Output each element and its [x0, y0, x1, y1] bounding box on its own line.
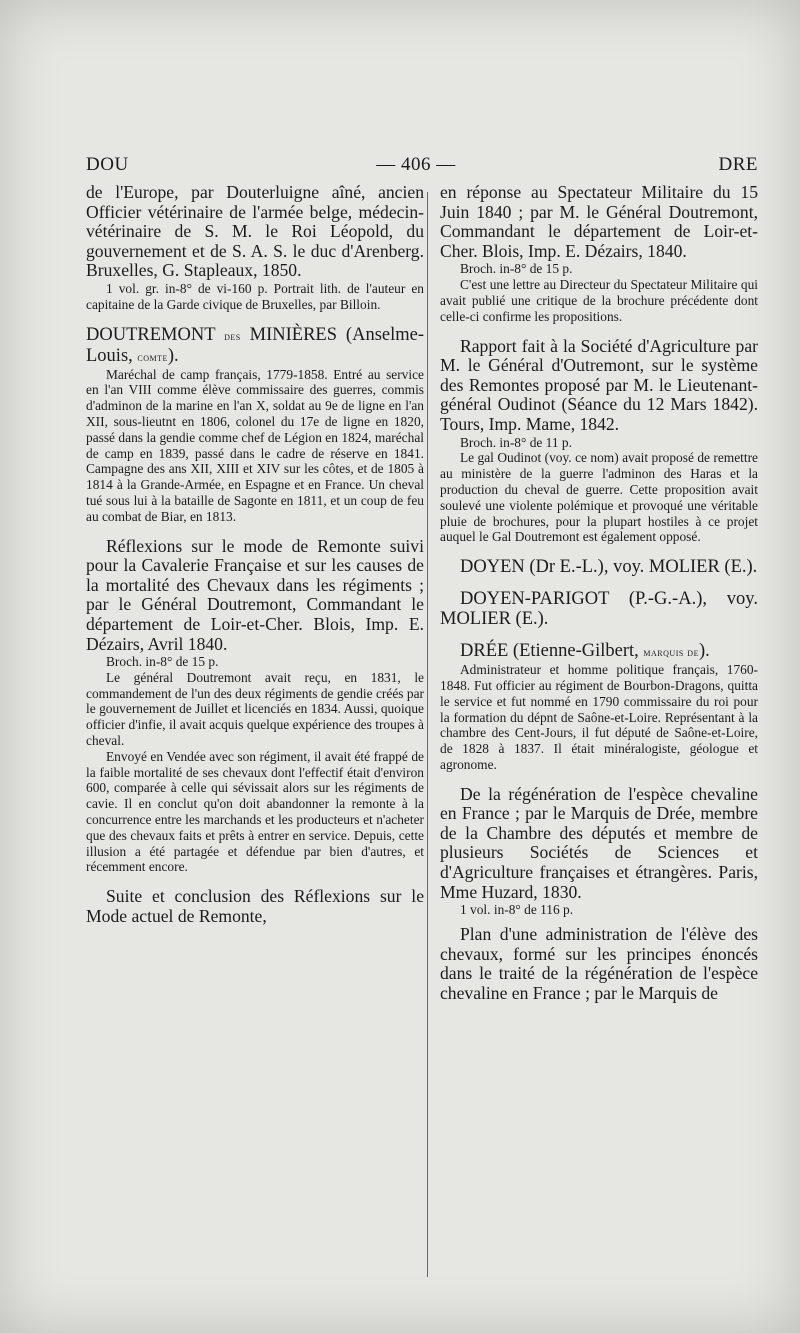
entry-dree-bio: Administrateur et homme politique français, 1760-1848. Fut officier au régiment de Bourbon-Dragons, quitta le service et fut nommé en 1790 commissaire du roi pour la formation du dépnt de Saône-et-Loire. Représentant à la chambre des Cent-Jours, il fut député de Saône-et-Loire, de 1828 à 1837. Il était minéralogiste, géologue et agronome.	[440, 662, 758, 772]
entry-reflexions-para1: Le général Doutremont avait reçu, en 1831, le commandement de l'un des deux régiments de gendie créés par le gouvernement de Juillet et licenciés en 1834. Aussi, quoique officier d'infie, il avait acquis quelque expérience des troupes à cheval.	[86, 669, 424, 749]
doutremont-name: DOUTREMONT	[86, 324, 216, 345]
header-left: DOU	[86, 154, 129, 175]
entry-reflexions-para2: Envoyé en Vendée avec son régiment, il avait été frappé de la faible mortalité de ses chevaux dont l'effectif était d'environ 600, comparée à celle qui sévissait alors sur les régiments de cavie. Il en conclut qu'on doit abandonner la remonte à la concurrence entre les marchands et les producteurs et n'acheter que des chevaux faits et prêts à entrer en service. Depuis, cette illusion a été partagée et défendue par bien d'autres, et récemment encore.	[86, 748, 424, 875]
entry-douterluigne-title: de l'Europe, par Douterluigne aîné, ancien Officier vétérinaire de l'armée belge, médecin-vétérinaire de S. M. le Roi Léopold, du gouvernement et de S. A. S. le duc d'Arenberg. Bruxelles, G. Stapleaux, 1850.	[86, 182, 424, 281]
entry-suite-broch: Broch. in-8° de 15 p.	[460, 261, 573, 277]
entry-doyen: DOYEN (Dr E.-L.), voy. MOLIER (E.).	[460, 557, 758, 578]
entry-regeneration-title: De la régénération de l'espèce chevaline en France ; par le Marquis de Drée, membre de la Chambre des députés et membre de plusieurs Sociétés de Sciences et d'Agriculture françaises et étrangères. Paris, Mme Huzard, 1830.	[440, 783, 758, 902]
entry-dree-heading	[440, 641, 758, 662]
entry-reflexions-title: Réflexions sur le mode de Remonte suivi pour la Cavalerie Française et sur les causes de la mortalité des Chevaux dans les régiments ; par le Général Doutremont, Commandant le département de Loir-et-Cher. Blois, Imp. E. Dézairs, Avril 1840.	[86, 535, 424, 654]
entry-rapport-title: Rapport fait à la Société d'Agriculture par M. le Général d'Outremont, sur le système des Remontes proposé par M. le Lieutenant-général Oudinot (Séance du 12 Mars 1842). Tours, Imp. Mame, 1842.	[440, 335, 758, 434]
entry-doutremont-heading	[86, 325, 424, 367]
entry-rapport-broch: Broch. in-8° de 11 p.	[460, 434, 572, 450]
header-right: DRE	[718, 154, 758, 175]
entry-plan-title: Plan d'une administration de l'élève des chevaux, formé sur les principes énoncés dans le traité de la régénération de l'espèce chevaline en France ; par le Marquis de	[440, 924, 758, 1003]
entry-regeneration-note: 1 vol. in-8° de 116 p.	[460, 902, 574, 918]
right-column	[440, 183, 758, 1003]
doutremont-rest: MINIÈRES (Anselme-Louis,	[86, 324, 425, 366]
entry-suite-note: C'est une lettre au Directeur du Spectateur Militaire qui avait publié une critique de la brochure précédente dont celle-ci confirme les propositions.	[440, 277, 758, 324]
dree-title-word: marquis de	[643, 645, 699, 660]
column-divider	[427, 192, 428, 1277]
entry-suite-title: Suite et conclusion des Réflexions sur le Mode actuel de Remonte,	[86, 886, 424, 926]
doutremont-close: ).	[167, 345, 179, 366]
entry-doyen-parigot: DOYEN-PARIGOT (P.-G.-A.), voy. MOLIER (E.).	[440, 589, 758, 630]
dree-close: ).	[698, 641, 710, 662]
doutremont-particle: des	[224, 328, 241, 343]
doutremont-title-word: comte	[137, 349, 168, 364]
entry-doutremont-bio: Maréchal de camp français, 1779-1858. Entré au service en l'an VIII comme élève commissaire des guerres, commis d'adminon de la marine en l'an X, soldat au 9e de ligne en l'an XII, sous-lieutnt en 1806, colonel du 17e de ligne en 1820, passé dans la gendie comme chef de Légion en 1824, maréchal de camp en 1839, passé dans le cadre de réserve en 1841. Campagne des ans XII, XIII et XIV sur les côtes, et de 1805 à 1814 à la Grande-Armée, en Espagne et en France. Un cheval tué sous lui à la bataille de Sagonte en 1811, et un coup de feu au combat de Biar, en 1813.	[86, 366, 424, 524]
entry-reflexions-broch: Broch. in-8° de 15 p.	[106, 654, 219, 670]
page-number: — 406 —	[376, 154, 456, 175]
entry-suite-continued: en réponse au Spectateur Militaire du 15 Juin 1840 ; par M. le Général Doutremont, Commandant le département de Loir-et-Cher. Blois, Imp. E. Dézairs, 1840.	[440, 182, 758, 261]
dree-name: DRÉE (Etienne-Gilbert,	[460, 641, 639, 662]
entry-douterluigne-note: 1 vol. gr. in-8° de vi-160 p. Portrait lith. de l'auteur en capitaine de la Garde civique de Bruxelles, par Billoin.	[86, 280, 424, 312]
left-column	[86, 183, 424, 926]
entry-rapport-note: Le gal Oudinot (voy. ce nom) avait proposé de remettre au ministère de la guerre l'adminon des Haras et la production du cheval de guerre. Cette proposition avait soulevé une violente polémique et provoqué une véritable pluie de brochures, pour la plupart hostiles à ce projet auquel le Gal Doutremont est également opposé.	[440, 450, 758, 545]
